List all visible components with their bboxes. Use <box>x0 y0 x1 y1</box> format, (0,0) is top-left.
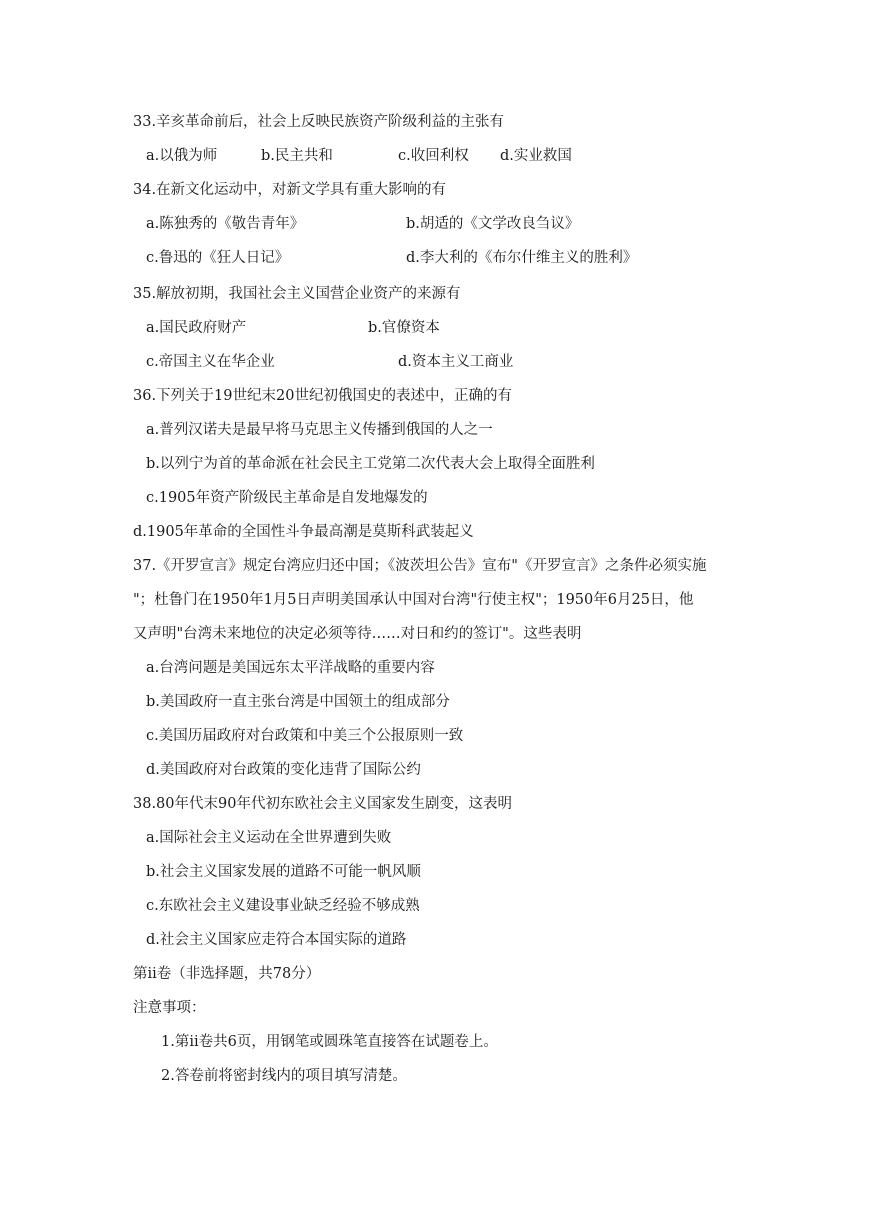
question-35-option-c: c.帝国主义在华企业 <box>146 354 275 370</box>
question-37-stem-line-1: 37.《开罗宣言》规定台湾应归还中国；《波茨坦公告》宣布"《开罗宣言》之条件必须实施 <box>133 558 707 574</box>
question-38-option-d: d.社会主义国家应走符合本国实际的道路 <box>146 932 407 948</box>
question-38-option-a: a.国际社会主义运动在全世界遭到失败 <box>146 830 392 846</box>
question-35-option-b: b.官僚资本 <box>368 320 440 336</box>
question-34-option-d: d.李大利的《布尔什维主义的胜利》 <box>406 250 638 266</box>
question-36-option-c: c.1905年资产阶级民主革命是自发地爆发的 <box>146 490 428 506</box>
question-35-option-a: a.国民政府财产 <box>146 320 247 336</box>
question-37-stem-line-3: 又声明"台湾未来地位的决定必须等待……对日和约的签订"。这些表明 <box>133 626 582 642</box>
question-38-stem: 38.80年代末90年代初东欧社会主义国家发生剧变，这表明 <box>133 796 512 812</box>
note-2: 2.答卷前将密封线内的项目填写清楚。 <box>161 1068 407 1084</box>
question-34-option-c: c.鲁迅的《狂人日记》 <box>146 250 290 266</box>
question-34-stem: 34.在新文化运动中，对新文学具有重大影响的有 <box>133 182 447 198</box>
question-35-option-d: d.资本主义工商业 <box>398 354 514 370</box>
question-33-option-d: d.实业救国 <box>500 148 572 164</box>
question-36-option-b: b.以列宁为首的革命派在社会民主工党第二次代表大会上取得全面胜利 <box>146 456 595 472</box>
notes-heading: 注意事项： <box>133 1000 206 1016</box>
question-36-stem: 36.下列关于19世纪末20世纪初俄国史的表述中，正确的有 <box>133 388 512 404</box>
note-1: 1.第ii卷共6页，用钢笔或圆珠笔直接答在试题卷上。 <box>161 1034 498 1050</box>
question-33-stem: 33.辛亥革命前后，社会上反映民族资产阶级利益的主张有 <box>133 114 505 130</box>
question-34-option-a: a.陈独秀的《敬告青年》 <box>146 216 305 232</box>
question-37-option-c: c.美国历届政府对台政策和中美三个公报原则一致 <box>146 728 464 744</box>
question-33-option-c: c.收回利权 <box>398 148 469 164</box>
question-33-option-b: b.民主共和 <box>261 148 333 164</box>
part-2-title: 第ii卷（非选择题，共78分） <box>133 966 321 982</box>
question-37-option-a: a.台湾问题是美国远东太平洋战略的重要内容 <box>146 660 435 676</box>
question-35-stem: 35.解放初期，我国社会主义国营企业资产的来源有 <box>133 286 461 302</box>
question-36-option-a: a.普列汉诺夫是最早将马克思主义传播到俄国的人之一 <box>146 422 493 438</box>
question-38-option-c: c.东欧社会主义建设事业缺乏经验不够成熟 <box>146 898 420 914</box>
question-37-option-b: b.美国政府一直主张台湾是中国领土的组成部分 <box>146 694 450 710</box>
question-37-stem-line-2: "；杜鲁门在1950年1月5日声明美国承认中国对台湾"行使主权"；1950年6月25日，他 <box>133 592 694 608</box>
question-34-option-b: b.胡适的《文学改良刍议》 <box>406 216 580 232</box>
question-38-option-b: b.社会主义国家发展的道路不可能一帆风顺 <box>146 864 421 880</box>
question-33-option-a: a.以俄为师 <box>146 148 218 164</box>
question-37-option-d: d.美国政府对台政策的变化违背了国际公约 <box>146 762 421 778</box>
question-36-option-d: d.1905年革命的全国性斗争最高潮是莫斯科武装起义 <box>133 524 474 540</box>
